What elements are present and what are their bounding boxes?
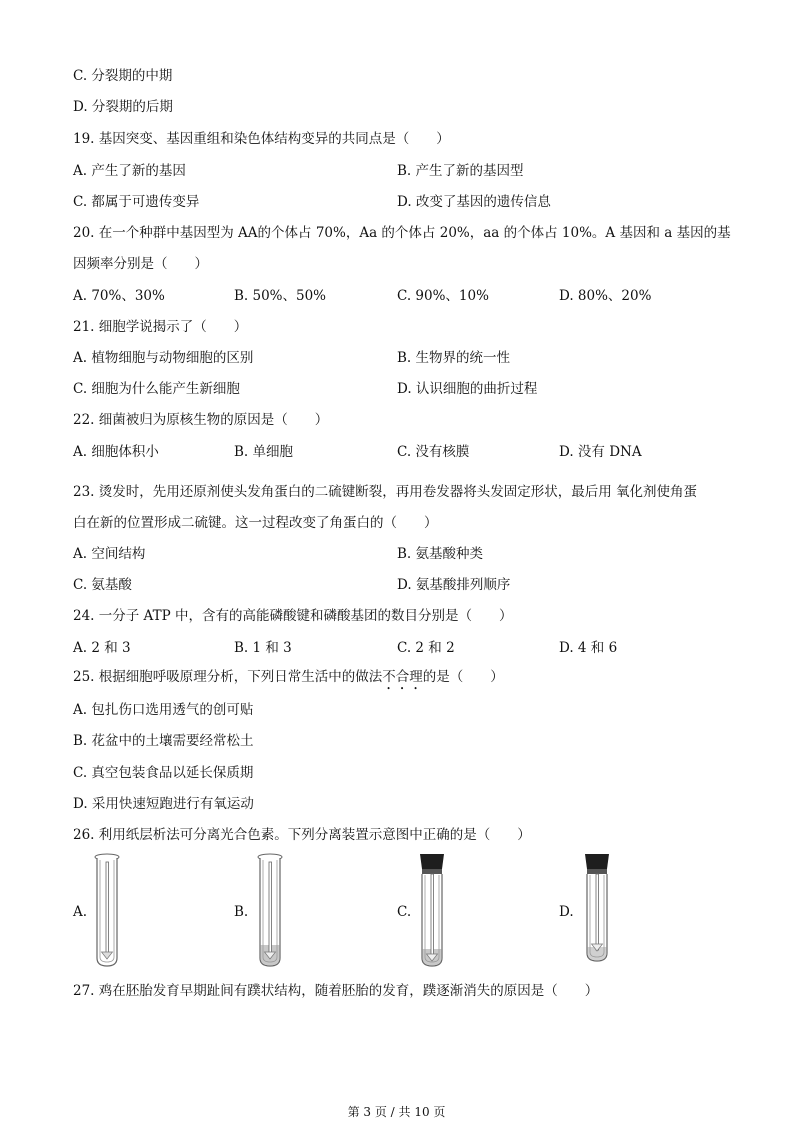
q22-option-c: C. 没有核膜: [397, 444, 470, 460]
q19-option-d: D. 改变了基因的遗传信息: [397, 194, 551, 210]
page-number: 第 3 页 / 共 10 页: [347, 1105, 446, 1119]
q24-option-b: B. 1 和 3: [234, 640, 292, 656]
test-tube-stoppered-low-solvent-icon: [582, 853, 612, 971]
q19-option-c: C. 都属于可遗传变异: [73, 194, 200, 210]
q24-option-d: D. 4 和 6: [559, 640, 618, 656]
q23-stem-line1: 23. 烫发时，先用还原剂使头发角蛋白的二硫键断裂，再用卷发器将头发固定形状，最后用 氧化剂使角蛋: [73, 484, 698, 500]
q24-stem: 24. 一分子 ATP 中，含有的高能磷酸键和磷酸基团的数目分别是（ ）: [73, 608, 513, 624]
q19-stem: 19. 基因突变、基因重组和染色体结构变异的共同点是（ ）: [73, 131, 450, 147]
q25-stem-pre: 25. 根据细胞呼吸原理分析，下列日常生活中的做法: [73, 669, 383, 685]
q22-option-a: A. 细胞体积小: [73, 444, 159, 460]
q21-option-d: D. 认识细胞的曲折过程: [397, 381, 538, 397]
q20-option-a: A. 70%、30%: [73, 288, 165, 304]
q20-option-d: D. 80%、20%: [559, 288, 652, 304]
q26-stem: 26. 利用纸层析法可分离光合色素。下列分离装置示意图中正确的是（ ）: [73, 827, 531, 843]
q20-stem-line1: 20. 在一个种群中基因型为 AA的个体占 70%，Aa 的个体占 20%，aa 的个体占 10%。A 基因和 a 基因的基: [73, 225, 731, 241]
q21-option-a: A. 植物细胞与动物细胞的区别: [73, 350, 254, 366]
q21-option-c: C. 细胞为什么能产生新细胞: [73, 381, 240, 397]
q26-option-b-diagram: [255, 853, 285, 975]
q25-stem: [73, 668, 504, 693]
q20-option-c: C. 90%、10%: [397, 288, 489, 304]
q24-option-a: A. 2 和 3: [73, 640, 131, 656]
q18-option-c: C. 分裂期的中期: [73, 68, 173, 84]
q25-stem-post: 的是（ ）: [422, 669, 504, 685]
test-tube-stoppered-with-solvent-icon: [417, 853, 447, 971]
q22-option-b: B. 单细胞: [234, 444, 294, 460]
q23-option-d: D. 氨基酸排列顺序: [397, 577, 511, 593]
test-tube-open-with-solvent-icon: [255, 853, 285, 971]
q26-option-d-label: D.: [559, 904, 574, 920]
q20-stem-line2: 因频率分别是（ ）: [73, 256, 208, 272]
q25-option-a: A. 包扎伤口选用透气的创可贴: [73, 702, 254, 718]
q20-option-b: B. 50%、50%: [234, 288, 327, 304]
q26-option-a-diagram: [92, 853, 122, 975]
q23-option-b: B. 氨基酸种类: [397, 546, 484, 562]
q25-option-b: B. 花盆中的土壤需要经常松土: [73, 733, 254, 749]
q23-stem-line2: 白在新的位置形成二硫键。这一过程改变了角蛋白的（ ）: [73, 515, 438, 531]
q26-option-c-label: C.: [397, 904, 412, 920]
q25-option-d: D. 采用快速短跑进行有氧运动: [73, 796, 254, 812]
q26-option-c-diagram: [417, 853, 447, 975]
q22-stem: 22. 细菌被归为原核生物的原因是（ ）: [73, 412, 329, 428]
q21-option-b: B. 生物界的统一性: [397, 350, 511, 366]
q24-option-c: C. 2 和 2: [397, 640, 455, 656]
q27-stem: 27. 鸡在胚胎发育早期趾间有蹼状结构，随着胚胎的发育，蹼逐渐消失的原因是（ ）: [73, 983, 599, 999]
q21-stem: 21. 细胞学说揭示了（ ）: [73, 319, 248, 335]
q18-option-d: D. 分裂期的后期: [73, 99, 173, 115]
q25-stem-emphasis: 不合理: [382, 669, 423, 685]
q19-option-a: A. 产生了新的基因: [73, 163, 186, 179]
q23-option-a: A. 空间结构: [73, 546, 146, 562]
q26-option-a-label: A.: [73, 904, 88, 920]
q22-option-d: D. 没有 DNA: [559, 444, 642, 460]
q26-option-d-diagram: [582, 853, 612, 975]
test-tube-open-no-solvent-icon: [92, 853, 122, 971]
q26-option-b-label: B.: [234, 904, 249, 920]
q19-option-b: B. 产生了新的基因型: [397, 163, 524, 179]
q25-option-c: C. 真空包装食品以延长保质期: [73, 765, 254, 781]
q23-option-c: C. 氨基酸: [73, 577, 132, 593]
